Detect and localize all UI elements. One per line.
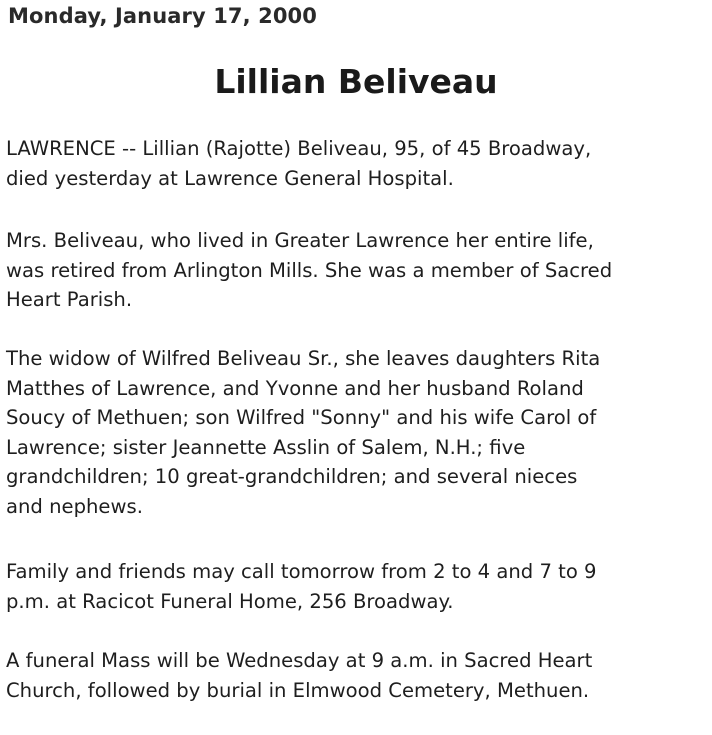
headline: Lillian Beliveau xyxy=(214,62,498,101)
text-line: Mrs. Beliveau, who lived in Greater Lawrence her entire life, xyxy=(6,229,594,252)
text-line: died yesterday at Lawrence General Hospital. xyxy=(6,166,454,190)
text-line: Matthes of Lawrence, and Yvonne and her husband Roland xyxy=(6,376,584,400)
text-line: Soucy of Methuen; son Wilfred "Sonny" and his wife Carol of xyxy=(6,406,597,429)
paragraph-funeral-mass xyxy=(6,646,706,705)
text-line: The widow of Wilfred Beliveau Sr., she leaves daughters Rita xyxy=(6,347,601,370)
text-line: Family and friends may call tomorrow from 2 to 4 and 7 to 9 xyxy=(6,560,597,583)
publication-date: Monday, January 17, 2000 xyxy=(8,4,317,28)
text-line: and nephews. xyxy=(6,494,143,518)
text-line: p.m. at Racicot Funeral Home, 256 Broadway. xyxy=(6,589,454,613)
paragraph-survivors xyxy=(6,344,706,521)
text-line: Heart Parish. xyxy=(6,288,133,311)
text-line: Lawrence; sister Jeannette Asslin of Salem, N.H.; five xyxy=(6,435,526,459)
text-line: grandchildren; 10 great-grandchildren; and several nieces xyxy=(6,465,578,488)
text-line: Church, followed by burial in Elmwood Cemetery, Methuen. xyxy=(6,678,590,702)
text-line: A funeral Mass will be Wednesday at 9 a.m. in Sacred Heart xyxy=(6,649,593,672)
paragraph-calling-hours xyxy=(6,557,706,616)
paragraph-death-notice xyxy=(6,134,706,193)
text-line: LAWRENCE -- Lillian (Rajotte) Beliveau, 95, of 45 Broadway, xyxy=(6,137,592,160)
text-line: was retired from Arlington Mills. She was a member of Sacred xyxy=(6,258,613,282)
paragraph-biography xyxy=(6,226,706,315)
